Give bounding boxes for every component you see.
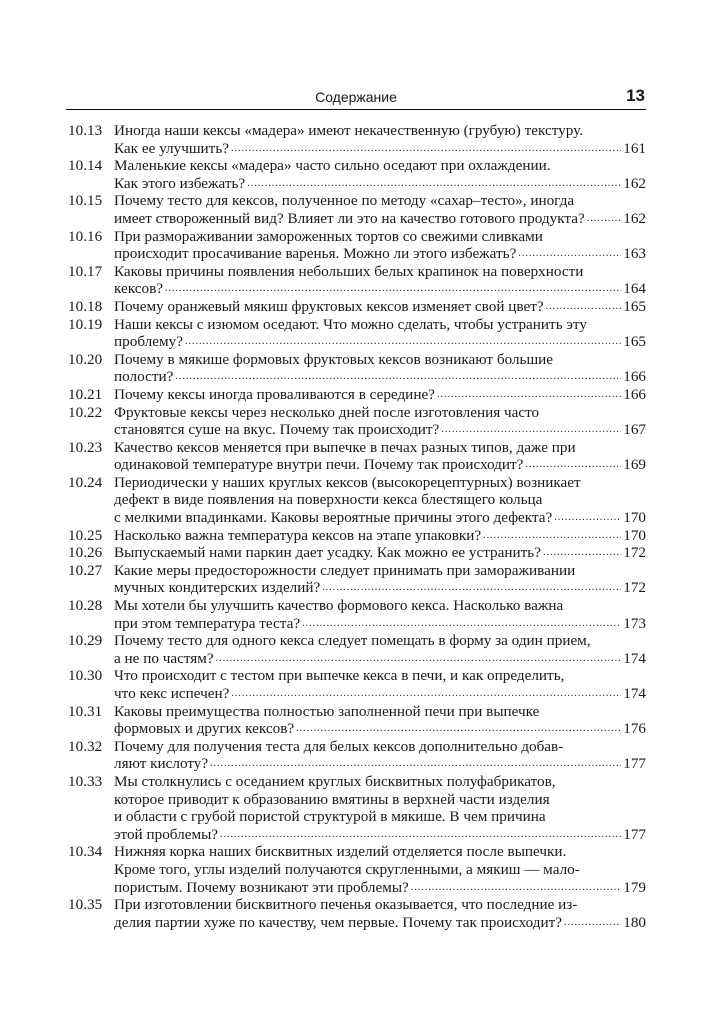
dot-leader: [441, 421, 621, 439]
entry-line: Почему в мякише формовых фруктовых кексов возникают большие: [114, 350, 554, 368]
dot-leader: [302, 615, 621, 633]
entry-page: 179: [623, 878, 646, 896]
dot-leader: [564, 914, 621, 932]
entry-title: [114, 843, 646, 896]
dot-leader: [437, 386, 621, 404]
toc-entry[interactable]: [68, 703, 646, 738]
entry-number: 10.29: [68, 632, 103, 650]
entry-number: 10.31: [68, 702, 103, 720]
toc-entry[interactable]: [68, 843, 646, 896]
entry-page: 176: [623, 720, 646, 738]
entry-line: Мы столкнулись с оседанием круглых бисквитных полуфабрикатов,: [114, 772, 556, 790]
toc-entry[interactable]: [68, 896, 646, 931]
entry-page: 170: [623, 509, 646, 527]
entry-title: [114, 192, 646, 227]
toc-entry[interactable]: [68, 544, 646, 562]
header-rule: [66, 109, 646, 110]
entry-title: [114, 896, 646, 931]
entry-title: [114, 263, 646, 298]
dot-leader: [231, 140, 621, 158]
entry-title: [114, 562, 646, 597]
toc-entry[interactable]: [68, 632, 646, 667]
entry-number: 10.26: [68, 544, 103, 562]
entry-line: Маленькие кексы «мадера» часто сильно оседают при охлаждении.: [114, 157, 551, 175]
entry-line: происходит просачивание варенья. Можно ли этого избежать?: [114, 245, 517, 263]
toc-entry[interactable]: [68, 316, 646, 351]
entry-title: [114, 773, 646, 843]
entry-line: Выпускаемый нами паркин дает усадку. Как можно ее устранить?: [114, 544, 541, 562]
entry-page: 167: [623, 421, 646, 439]
entry-title: [114, 298, 646, 316]
entry-line: Периодически у наших круглых кексов (высокорецептурных) возникает: [114, 473, 581, 491]
entry-line: пористым. Почему возникают эти проблемы?: [114, 878, 409, 896]
entry-line: ляют кислоту?: [114, 755, 209, 773]
entry-title: [114, 544, 646, 562]
dot-leader: [587, 210, 621, 228]
entry-page: 162: [623, 209, 646, 227]
entry-line: делия партии хуже по качеству, чем первые. Почему так происходит?: [114, 913, 563, 931]
entry-number: 10.20: [68, 350, 103, 368]
entry-page: 164: [623, 280, 646, 298]
entry-title: [114, 439, 646, 474]
entry-page: 161: [623, 139, 646, 157]
entry-number: 10.34: [68, 843, 103, 861]
entry-number: 10.24: [68, 473, 103, 491]
entry-line: Как этого избежать?: [114, 174, 246, 192]
entry-title: [114, 157, 646, 192]
entry-title: [114, 632, 646, 667]
entry-page: 174: [623, 685, 646, 702]
toc-entry[interactable]: [68, 386, 646, 404]
toc-entry[interactable]: [68, 351, 646, 386]
entry-page: 172: [623, 579, 646, 597]
entry-line: Кроме того, углы изделий получаются скругленными, а мякиш — мало-: [114, 860, 580, 878]
entry-page: 166: [623, 385, 646, 403]
entry-number: 10.33: [68, 772, 103, 790]
entry-line: проблему?: [114, 333, 183, 351]
dot-leader: [216, 650, 622, 668]
header-title: Содержание: [315, 89, 397, 105]
entry-page: 163: [623, 245, 646, 263]
dot-leader: [525, 456, 621, 474]
entry-title: [114, 386, 646, 404]
dot-leader: [175, 368, 621, 386]
entry-title: [114, 404, 646, 439]
toc-entry[interactable]: [68, 667, 646, 702]
entry-line: Почему оранжевый мякиш фруктовых кексов изменяет свой цвет?: [114, 297, 544, 315]
entry-number: 10.15: [68, 192, 103, 210]
entry-line: что кекс испечен?: [114, 685, 230, 702]
entry-line: Почему для получения теста для белых кексов дополнительно добав-: [114, 737, 564, 755]
entry-line: и области с грубой пористой структурой в мякише. В чем причина: [114, 808, 546, 826]
entry-page: 177: [623, 755, 646, 773]
entry-line: Насколько важна температура кексов на этапе упаковки?: [114, 526, 482, 544]
entry-line: Качество кексов меняется при выпечке в печах разных типов, даже при: [114, 438, 576, 456]
entry-line: кексов?: [114, 280, 163, 298]
entry-title: [114, 703, 646, 738]
entry-page: 170: [623, 526, 646, 544]
entry-page: 173: [623, 614, 646, 632]
entry-line: Что происходит с тестом при выпечке кекса в печи, и как определить,: [114, 667, 565, 685]
entry-line: Мы хотели бы улучшить качество формового кекса. Насколько важна: [114, 597, 564, 615]
dot-leader: [210, 755, 621, 773]
entry-title: [114, 228, 646, 263]
entry-line: Почему тесто для одного кекса следует помещать в форму за один прием,: [114, 632, 591, 650]
dot-leader: [220, 826, 621, 844]
entry-line: При изготовлении бисквитного печенья оказывается, что последние из-: [114, 896, 578, 914]
entry-line: которое приводит к образованию вмятины в верхней части изделия: [114, 790, 550, 808]
entry-line: Как ее улучшить?: [114, 139, 229, 157]
entry-line: Фруктовые кексы через несколько дней после изготовления часто: [114, 403, 540, 421]
entry-title: [114, 474, 646, 527]
page-number: 13: [626, 86, 645, 105]
entry-page: 165: [623, 297, 646, 315]
toc-entry[interactable]: [68, 562, 646, 597]
dot-leader: [546, 298, 622, 316]
entry-line: а не по частям?: [114, 649, 214, 667]
toc-entry[interactable]: [68, 527, 646, 545]
dot-leader: [483, 527, 621, 545]
entry-number: 10.27: [68, 561, 103, 579]
entry-title: [114, 351, 646, 386]
toc-entry[interactable]: [68, 263, 646, 298]
dot-leader: [296, 720, 621, 738]
entry-line: Иногда наши кексы «мадера» имеют некачественную (грубую) текстуру.: [114, 122, 584, 139]
entry-number: 10.23: [68, 438, 103, 456]
entry-line: Каковы преимущества полностью заполненной печи при выпечке: [114, 702, 540, 720]
entry-line: Какие меры предосторожности следует принимать при замораживании: [114, 561, 576, 579]
entry-number: 10.14: [68, 157, 103, 175]
entry-number: 10.21: [68, 385, 103, 403]
toc-entry[interactable]: [68, 298, 646, 316]
entry-title: [114, 122, 646, 157]
entry-number: 10.28: [68, 597, 103, 615]
entry-number: 10.30: [68, 667, 103, 685]
dot-leader: [518, 245, 621, 263]
toc-entry[interactable]: [68, 157, 646, 192]
toc-entry[interactable]: [68, 439, 646, 474]
entry-line: с мелкими впадинками. Каковы вероятные причины этого дефекта?: [114, 509, 553, 527]
entry-page: 165: [623, 333, 646, 351]
entry-title: [114, 667, 646, 702]
dot-leader: [322, 579, 621, 597]
entry-line: Наши кексы с изюмом оседают. Что можно сделать, чтобы устранить эту: [114, 315, 587, 333]
entry-number: 10.25: [68, 526, 103, 544]
dot-leader: [554, 509, 621, 527]
entry-line: При размораживании замороженных тортов со свежими сливками: [114, 227, 543, 245]
entry-title: [114, 316, 646, 351]
entry-line: Почему тесто для кексов, полученное по методу «сахар–тесто», иногда: [114, 192, 575, 210]
entry-line: этой проблемы?: [114, 825, 219, 843]
entry-number: 10.18: [68, 297, 103, 315]
entry-number: 10.35: [68, 896, 103, 914]
entry-line: становятся суше на вкус. Почему так происходит?: [114, 421, 440, 439]
entry-line: Каковы причины появления небольших белых крапинок на поверхности: [114, 262, 584, 280]
toc-entry[interactable]: [68, 773, 646, 843]
toc-entry[interactable]: [68, 122, 646, 157]
entry-number: 10.22: [68, 403, 103, 421]
entry-page: 162: [623, 174, 646, 192]
running-header: [67, 86, 645, 108]
dot-leader: [411, 879, 621, 897]
entry-page: 174: [623, 649, 646, 667]
dot-leader: [543, 544, 621, 562]
entry-number: 10.17: [68, 262, 103, 280]
entry-line: Почему кексы иногда проваливаются в середине?: [114, 385, 435, 403]
entry-number: 10.16: [68, 227, 103, 245]
entry-line: дефект в виде появления на поверхности кекса блестящего кольца: [114, 491, 543, 509]
entry-title: [114, 597, 646, 632]
entry-line: формовых и других кексов?: [114, 720, 295, 738]
dot-leader: [185, 333, 621, 351]
toc-entry[interactable]: [68, 404, 646, 439]
entry-line: Нижняя корка наших бисквитных изделий отделяется после выпечки.: [114, 843, 567, 861]
toc-entry[interactable]: [68, 228, 646, 263]
toc-entry[interactable]: [68, 738, 646, 773]
entry-page: 169: [623, 456, 646, 474]
toc-entry[interactable]: [68, 597, 646, 632]
entry-number: 10.13: [68, 122, 103, 139]
dot-leader: [165, 280, 621, 298]
entry-line: одинаковой температуре внутри печи. Почему так происходит?: [114, 456, 524, 474]
entry-line: полости?: [114, 368, 174, 386]
entry-title: [114, 527, 646, 545]
entry-line: имеет створоженный вид? Влияет ли это на качество готового продукта?: [114, 209, 585, 227]
entry-page: 166: [623, 368, 646, 386]
entry-number: 10.32: [68, 737, 103, 755]
entry-title: [114, 738, 646, 773]
toc-entry[interactable]: [68, 192, 646, 227]
entry-line: мучных кондитерских изделий?: [114, 579, 321, 597]
entry-number: 10.19: [68, 315, 103, 333]
dot-leader: [231, 685, 621, 703]
entry-page: 172: [623, 544, 646, 562]
entry-page: 177: [623, 825, 646, 843]
table-of-contents: [68, 122, 646, 931]
entry-line: при этом температура теста?: [114, 614, 301, 632]
toc-entry[interactable]: [68, 474, 646, 527]
dot-leader: [247, 175, 621, 193]
entry-page: 180: [623, 913, 646, 931]
